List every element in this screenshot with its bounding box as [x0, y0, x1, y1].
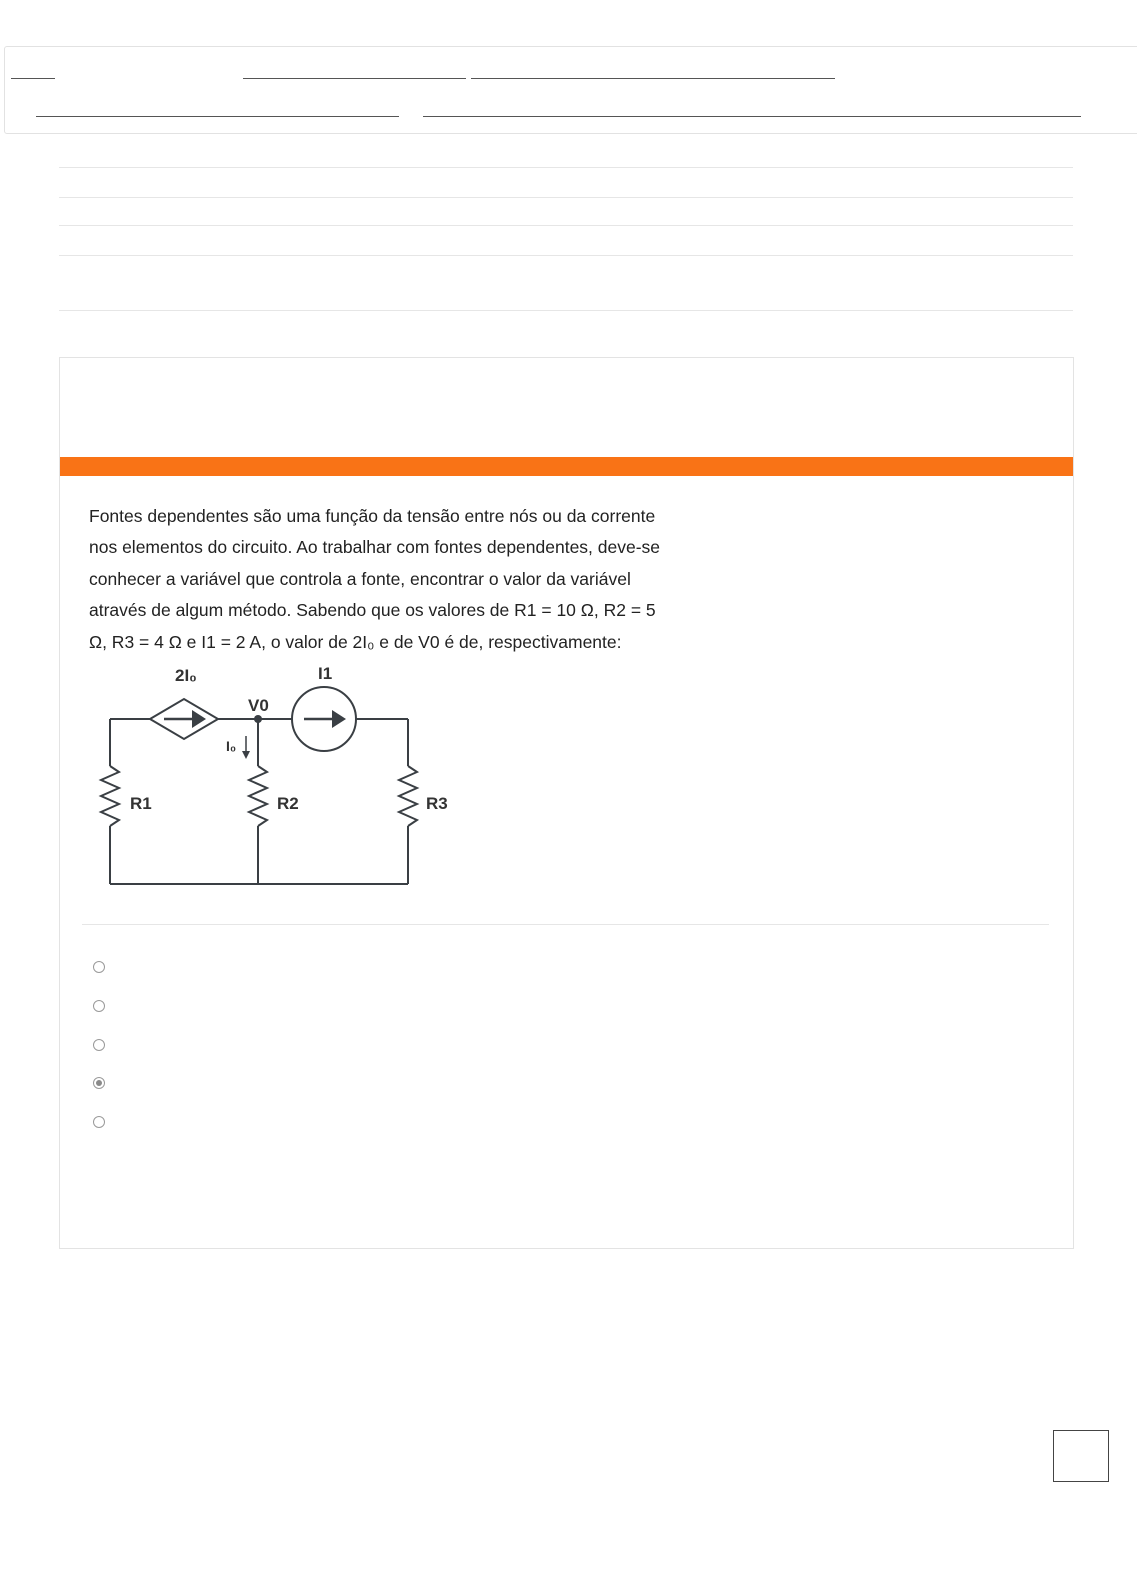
header-field-line [423, 116, 1081, 117]
header-field-line [243, 78, 466, 79]
node-v0-dot [254, 715, 262, 723]
answers-divider [82, 924, 1049, 925]
corner-square-button[interactable] [1053, 1430, 1109, 1482]
header-panel [4, 46, 1137, 134]
resistor-r1-zigzag [101, 766, 119, 826]
label-dependent-source: 2I₀ [175, 666, 197, 685]
label-r1: R1 [130, 794, 152, 813]
answer-option-radio-b[interactable] [93, 1000, 105, 1012]
label-r3: R3 [426, 794, 448, 813]
answer-option-radio-e[interactable] [93, 1116, 105, 1128]
question-line: nos elementos do circuito. Ao trabalhar com fontes dependentes, deve-se [89, 537, 661, 558]
header-field-line [471, 78, 835, 79]
answer-option-radio-d[interactable] [93, 1077, 105, 1089]
table-row-divider [59, 197, 1073, 198]
circuit-diagram [90, 658, 490, 898]
table-row-divider [59, 310, 1073, 311]
label-r2: R2 [277, 794, 299, 813]
question-line: Ω, R3 = 4 Ω e I1 = 2 A, o valor de 2I₀ e de V0 é de, respectivamente: [89, 631, 622, 652]
label-current-source: I1 [318, 664, 333, 683]
resistor-r2-zigzag [249, 766, 267, 826]
header-field-line [11, 78, 55, 79]
question-card [59, 357, 1074, 1249]
answer-option-radio-a[interactable] [93, 961, 105, 973]
label-current-io: I₀ [226, 738, 237, 754]
io-down-arrow [242, 736, 250, 759]
table-row-divider [59, 167, 1073, 168]
table-row-divider [59, 225, 1073, 226]
header-field-line [36, 116, 399, 117]
resistor-r3-zigzag [399, 766, 417, 826]
question-line: Fontes dependentes são uma função da tensão entre nós ou da corrente [89, 506, 656, 526]
table-row-divider [59, 255, 1073, 256]
question-accent-bar [60, 457, 1073, 476]
question-line: conhecer a variável que controla a fonte, encontrar o valor da variável [89, 568, 631, 589]
label-node-v0: V0 [248, 696, 269, 715]
question-text [89, 501, 709, 658]
question-line: através de algum método. Sabendo que os valores de R1 = 10 Ω, R2 = 5 [89, 600, 656, 621]
answer-option-radio-c[interactable] [93, 1039, 105, 1051]
